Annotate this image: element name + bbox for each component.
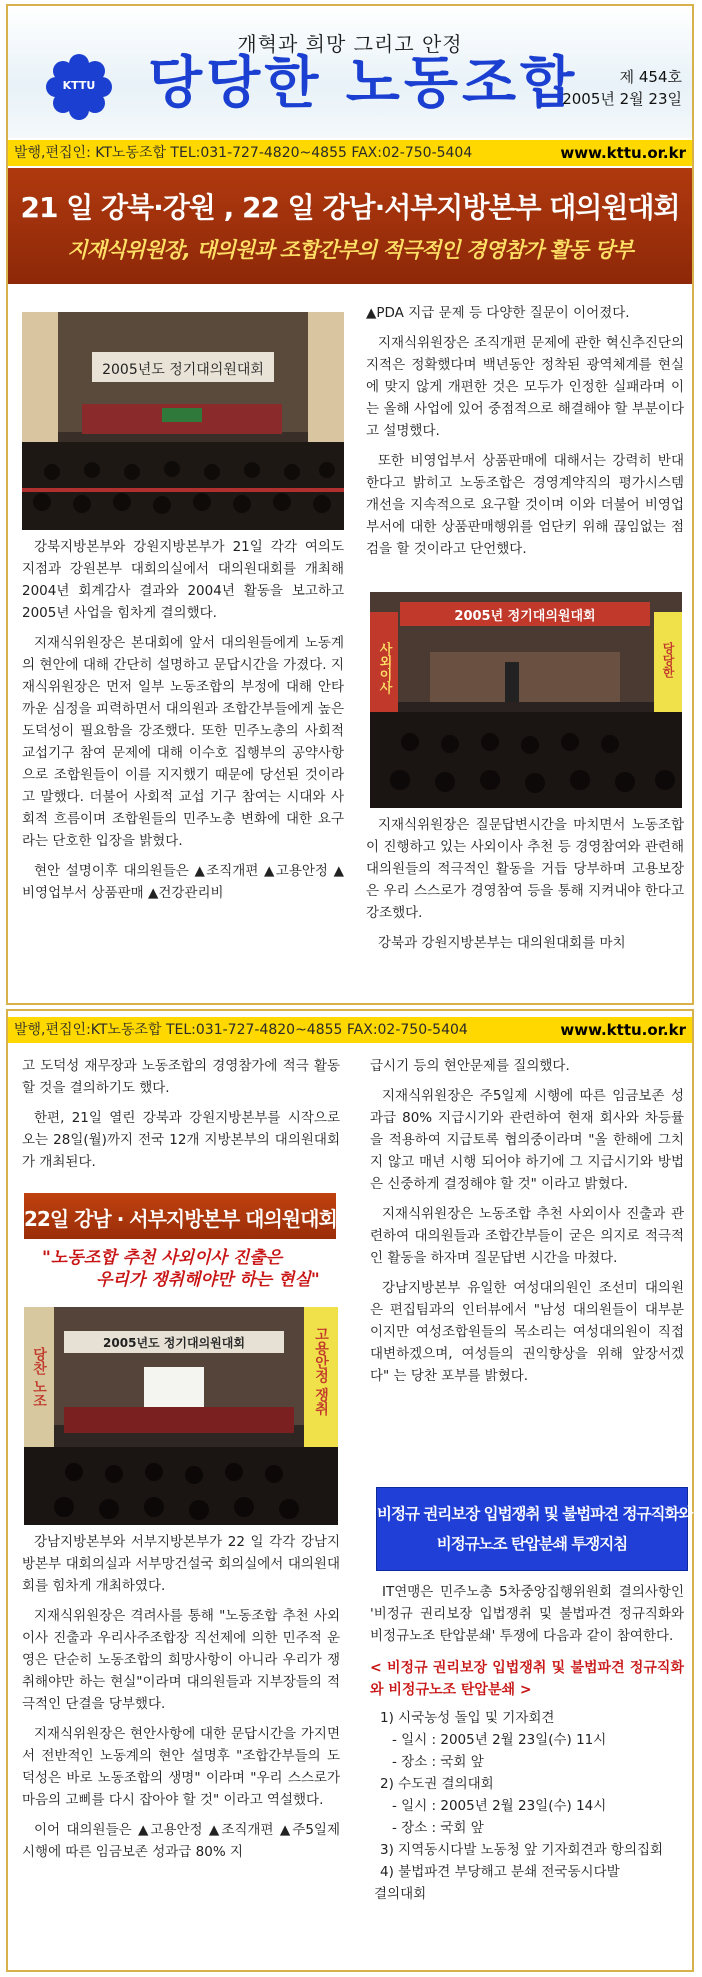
convention-hall-photo: [22, 312, 344, 530]
paragraph: ▲PDA 지급 문제 등 다양한 질문이 이어졌다.: [366, 305, 630, 321]
photo3-banner-text: 2005년도 정기대의원대회: [103, 1336, 245, 1350]
headline-title: 21 일 강북·강원 , 22 일 강남·서부지방본부 대의원대회: [20, 191, 680, 224]
continued-left-column: [22, 1055, 340, 1181]
headline-subtitle: 지재식위원장, 대의원과 조합간부의 적극적인 경영참가 활동 당부: [67, 238, 633, 262]
list-item: 결의대회: [374, 1886, 427, 1902]
article-right-column-top: [366, 302, 684, 568]
paragraph: 강남지방본부 유일한 여성대의원인 조선미 대의원은 편집팀과의 인터뷰에서 "남성 대의원들이 대부분이지만 여성조합원들의 목소리는 여성대의원이 직접 대변하겠으며, 여성들의 권익향상을 위해 앞장서겠다" 는 당찬 포부를 밝혔다.: [370, 1280, 684, 1384]
publisher-info-bar: [8, 140, 692, 166]
struggle-guideline-box: [376, 1487, 693, 1571]
paragraph: 지재식위원장은 주5일제 시행에 따른 임금보존 성과급 80% 지급시기와 관련하여 현재 회사와 차등률을 적용하여 지급토록 협의중이라며 "올 한해에 그치지 않고 매년 시행 되어야 하기에 그 지급시기와 방법은 신중하게 결정해야 할 것" 이라고 밝혔다.: [370, 1088, 684, 1192]
paragraph: 지재식위원장은 조직개편 문제에 관한 혁신추진단의 지적은 정확했다며 백년동안 정착된 광역체계를 현실에 맞지 않게 개편한 것은 모두가 인정한 실패라며 이는 올해 사업에 있어 중점적으로 해결해야 할 부분이다고 설명했다.: [366, 335, 684, 439]
publisher-info-bar: [8, 1017, 692, 1043]
list-item: 3) 지역동시다발 노동청 앞 기자회견과 항의집회: [380, 1842, 664, 1858]
paragraph: 강남지방본부와 서부지방본부가 22 일 각각 강남지방본부 대회의실과 서부망건설국 회의실에서 대의원대회를 힘차게 개최하였다.: [22, 1534, 340, 1594]
paragraph: 지재식위원장은 본대회에 앞서 대의원들에게 노동계의 현안에 대해 간단히 설명하고 문답시간을 가졌다. 지재식위원장은 먼저 일부 노동조합의 부정에 대해 안타까운 심정을 피력하면서 대의원과 조합간부들에게 높은 도덕성이 필요함을 강조했다. 또한 민주노총의 사회적 교섭기구 참여 문제에 대해 이수호 집행부의 공약사항으로 조합원들이 이를 지지했기 때문에 당선된 것이라고 말했다. 더불어 사회적 교섭 기구 참여는 시대와 사회적 흐름이며 조합원들의 민주노총 변화에 대한 요구라는 단호한 입장을 밝혔다.: [22, 635, 344, 849]
website-link[interactable]: www.kttu.or.kr: [560, 144, 686, 162]
newsletter-page-1: [6, 4, 694, 1005]
paragraph: 또한 비영업부서 상품판매에 대해서는 강력히 반대한다고 밝히고 노동조합은 경영계약직의 평가시스템 개선을 지속적으로 요구할 것이며 이와 더불어 비영업부서에 대한 상품판매행위를 엄단키 위해 끊임없는 점검을 할 것이라고 단언했다.: [366, 453, 684, 557]
gangnam-convention-photo: [24, 1307, 338, 1525]
list-item: - 일시 : 2005년 2월 23일(수) 11시: [392, 1732, 607, 1748]
masthead: [8, 6, 692, 138]
paragraph: 한편, 21일 열린 강북과 강원지방본부를 시작으로 오는 28일(월)까지 전국 12개 지방본부의 대의원대회가 개최된다.: [22, 1110, 340, 1170]
publisher-contact: 발행,편집인:KT노동조합 TEL:031-727-4820~4855 FAX:02-750-5404: [14, 1022, 468, 1038]
paragraph: 지재식위원장은 노동조합 추천 사외이사 진출과 관련하여 대의원들과 조합간부들이 굳은 의지로 적극적인 활동을 하자며 질문답변 시간을 마쳤다.: [370, 1206, 684, 1266]
slogan: 개혁과 희망 그리고 안정: [237, 32, 463, 56]
struggle-guideline-title-2: 비정규노조 탄압분쇄 투쟁지침: [436, 1535, 628, 1553]
publisher-contact: 발행,편집인: KT노동조합 TEL:031-727-4820~4855 FAX:02-750-5404: [14, 145, 473, 161]
newsletter-page-2: [6, 1009, 694, 1972]
headline-banner: [8, 168, 692, 284]
convention-stage-photo: [370, 592, 682, 808]
section-banner: [24, 1193, 336, 1239]
photo3-side-right: 고용안정 쟁취: [313, 1327, 329, 1416]
struggle-guideline-title-1: 비정규 권리보장 입법쟁취 및 불법파견 정규직화와: [377, 1505, 693, 1523]
struggle-guideline-column: [370, 1581, 684, 1905]
list-item: - 장소 : 국회 앞: [392, 1820, 484, 1836]
logo-text: KTTU: [62, 79, 96, 92]
photo1-banner-text: 2005년도 정기대의원대회: [102, 362, 264, 378]
pull-quote-line-2: 우리가 쟁취해야만 하는 현실": [96, 1270, 320, 1290]
paragraph: 지재식위원장은 질문답변시간을 마치면서 노동조합이 진행하고 있는 사외이사 추천 등 경영참여와 관련해 대의원들의 적극적인 활동을 거듭 당부하며 고용보장은 우리 스스로가 경영참여 등을 통해 지켜내야 한다고 강조했다.: [366, 817, 684, 921]
article-right-column-bottom: [366, 814, 684, 962]
paragraph: 강북지방본부와 강원지방본부가 21일 각각 여의도 지점과 강원본부 대회의실에서 대의원대회를 개최해 2004년 회계감사 결과와 2004년 활동을 보고하고 2005년 사업을 힘차게 결의했다.: [22, 539, 344, 621]
paragraph: 지재식위원장은 현안사항에 대한 문답시간을 가지면서 전반적인 노동계의 현안 설명후 "조합간부들의 도덕성은 바로 노동조합의 생명" 이라며 "우리 스스로가 마음의 고삐를 다시 잡아야 할 것" 이라고 역설했다.: [22, 1726, 340, 1808]
website-link[interactable]: www.kttu.or.kr: [560, 1021, 686, 1039]
list-item: 2) 수도권 결의대회: [380, 1776, 494, 1792]
kttu-logo-icon: [44, 52, 114, 122]
paragraph: 급시기 등의 현안문제를 질의했다.: [370, 1058, 570, 1074]
guideline-list: [370, 1707, 684, 1905]
photo2-banner-text: 2005년 정기대의원대회: [454, 609, 596, 624]
gangnam-article-column: [22, 1531, 340, 1871]
issue-number: 제 454호: [619, 68, 682, 86]
pull-quote-line-1: "노동조합 추천 사외이사 진출은: [42, 1248, 283, 1268]
paragraph: 현안 설명이후 대의원들은 ▲조직개편 ▲고용안정 ▲비영업부서 상품판매 ▲건강관리비: [22, 863, 344, 901]
continued-right-column: [370, 1055, 684, 1395]
paragraph: IT연맹은 민주노총 5차중앙집행위원회 결의사항인 '비정규 권리보장 입법쟁취 및 불법파견 정규직화와 비정규노조 탄압분쇄' 투쟁에 다음과 같이 참여한다.: [370, 1584, 684, 1644]
issue-date: 2005년 2월 23일: [562, 90, 682, 108]
photo3-side-left: 당찬 노조: [31, 1347, 47, 1408]
list-item: 4) 불법파견 부당해고 분쇄 전국동시다발: [380, 1864, 620, 1880]
newsletter-title: 당당한 노동조합: [148, 51, 579, 116]
guideline-heading: < 비정규 권리보장 입법쟁취 및 불법파견 정규직화와 비정규노조 탄압분쇄 >: [370, 1660, 684, 1698]
list-item: - 일시 : 2005년 2월 23일(수) 14시: [392, 1798, 607, 1814]
issue-info: [562, 66, 682, 110]
photo2-side-left: 사외이사: [376, 642, 392, 694]
paragraph: 고 도덕성 재무장과 노동조합의 경영참가에 적극 활동할 것을 결의하기도 했다.: [22, 1058, 340, 1096]
paragraph: 강북과 강원지방본부는 대의원대회를 마치: [378, 935, 626, 951]
list-item: - 장소 : 국회 앞: [392, 1754, 484, 1770]
paragraph: 이어 대의원들은 ▲고용안정 ▲조직개편 ▲주5일제 시행에 따른 임금보존 성과급 80% 지: [22, 1822, 340, 1860]
paragraph: 지재식위원장은 격려사를 통해 "노동조합 추천 사외이사 진출과 우리사주조합장 직선제에 의한 민주적 운영은 단순히 노동조합의 희망사항이 아니라 우리가 쟁취해야만 하는 현실"이라며 대의원들과 지부장들의 적극적인 단결을 당부했다.: [22, 1608, 340, 1712]
list-item: 1) 시국농성 돌입 및 기자회견: [380, 1710, 555, 1726]
section-banner-title: 22일 강남 · 서부지방본부 대의원대회: [24, 1207, 337, 1231]
article-left-column: [22, 536, 344, 912]
photo2-side-right: 당당한: [661, 642, 675, 678]
